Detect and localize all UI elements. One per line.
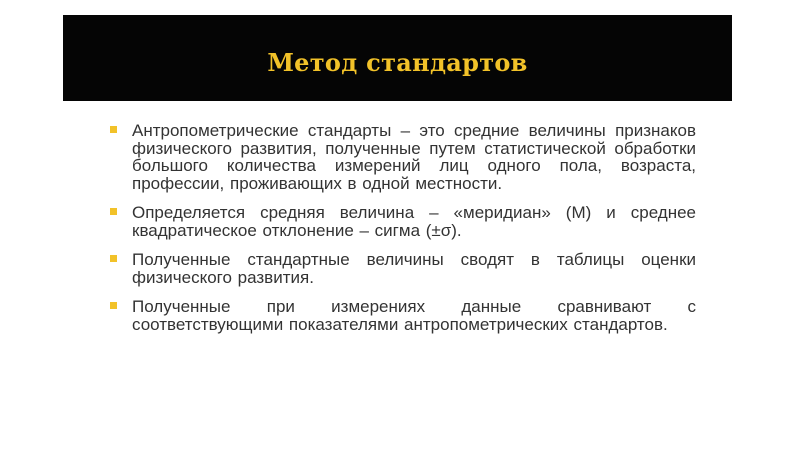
bullet-text: Определяется средняя величина – «меридиан» (М) и среднее квадратическое отклонение – сигма (±σ). (132, 203, 696, 240)
slide-title: Метод стандартов (267, 47, 528, 77)
bullet-item (104, 251, 696, 286)
square-bullet-icon (110, 208, 117, 215)
bullet-text: Полученные стандартные величины сводят в таблицы оценки физического развития. (132, 250, 696, 287)
bullet-item (104, 204, 696, 239)
square-bullet-icon (110, 255, 117, 262)
square-bullet-icon (110, 126, 117, 133)
bullet-item (104, 122, 696, 192)
bullet-text: Полученные при измерениях данные сравнивают с соответствующими показателями антропометрических стандартов. (132, 297, 696, 334)
bullet-item (104, 298, 696, 333)
title-band (63, 15, 732, 101)
bullet-list (104, 122, 696, 345)
bullet-text: Антропометрические стандарты – это средние величины признаков физического развития, полученные путем статистической обработки большого количества измерений лиц одного пола, возраста, профессии, проживающих в одной местности. (132, 121, 696, 193)
square-bullet-icon (110, 302, 117, 309)
